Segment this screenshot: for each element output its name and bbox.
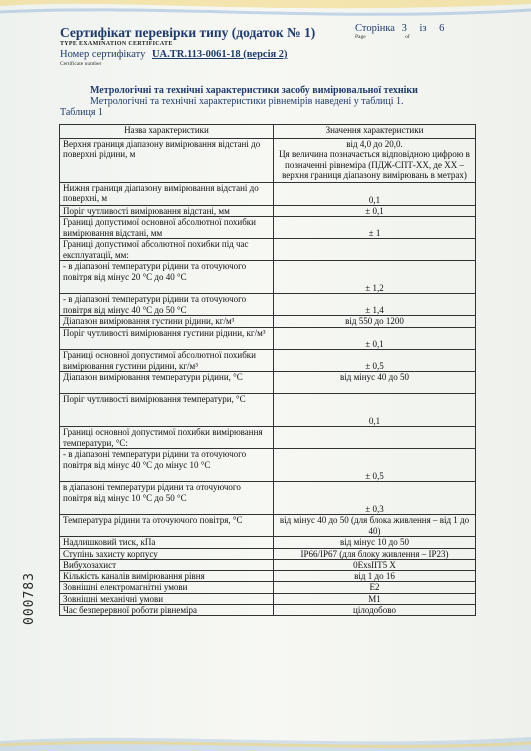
characteristic-value: ± 0,5 xyxy=(274,350,476,372)
of-label-en: of xyxy=(405,34,410,40)
characteristic-name: Діапазон вимірювання густини рідини, кг/м³ xyxy=(60,316,274,328)
table-header-row xyxy=(60,125,476,139)
characteristic-value: 0ExsIIT5 X xyxy=(274,559,476,570)
characteristic-name: Границі основної допустимої похибки вимірювання температури, °С: xyxy=(60,427,274,449)
characteristic-value: ± 1,2 xyxy=(274,261,476,294)
table-row xyxy=(60,183,476,206)
table-row xyxy=(60,328,476,350)
table-row xyxy=(60,206,476,217)
table-row xyxy=(60,605,476,616)
characteristic-name: Верхня границя діапазону вимірювання відстані до поверхні рідини, м xyxy=(60,139,274,183)
characteristic-value: від 1 до 16 xyxy=(274,571,476,582)
table-row xyxy=(60,515,476,537)
characteristic-value: IP66/IP67 (для блоку живлення – IP23) xyxy=(274,548,476,559)
table-row xyxy=(60,449,476,482)
characteristic-name: - в діапазоні температури рідини та оточуючого повітря від мінус 20 °С до 40 °С xyxy=(60,261,274,294)
characteristic-name: Нижня границя діапазону вимірювання відстані до поверхні, м xyxy=(60,183,274,206)
table-row xyxy=(60,316,476,328)
characteristic-name: Границі допустимої абсолютної похибки під час експлуатації, мм: xyxy=(60,239,274,261)
certificate-number-label: Номер сертифікату xyxy=(60,49,146,60)
table-row xyxy=(60,582,476,593)
characteristic-name: Час безперервної роботи рівнеміра xyxy=(60,605,274,616)
table-row xyxy=(60,394,476,427)
characteristic-name: - в діапазоні температури рідини та оточуючого повітря від мінус 40 °С до 50 °С xyxy=(60,294,274,316)
characteristic-name: Ступінь захисту корпусу xyxy=(60,548,274,559)
table-row xyxy=(60,139,476,183)
page-indicator-en xyxy=(355,34,495,40)
characteristic-value: від мінус 40 до 50 xyxy=(274,372,476,394)
table-row xyxy=(60,217,476,239)
table-row xyxy=(60,372,476,394)
characteristic-value: ± 0,5 xyxy=(274,449,476,482)
table-row xyxy=(60,294,476,316)
characteristic-name: Зовнішні механічні умови xyxy=(60,593,274,604)
characteristic-value: E2 xyxy=(274,582,476,593)
characteristic-name: Надлишковий тиск, кПа xyxy=(60,537,274,548)
characteristic-value: 0,1 xyxy=(274,183,476,206)
characteristic-value: M1 xyxy=(274,593,476,604)
characteristic-name: Температура рідини та оточуючого повітря, °С xyxy=(60,515,274,537)
certificate-number-line xyxy=(60,49,500,61)
characteristic-name: Границі основної допустимої абсолютної похибки вимірювання густини рідини, кг/м³ xyxy=(60,350,274,372)
characteristic-value: ± 0,1 xyxy=(274,328,476,350)
page-number: 3 xyxy=(401,23,407,34)
characteristic-value: від 4,0 до 20,0. Ця величина позначається відповідною цифрою в позначенні рівнеміра (ПДЖ-СПТ-ХХ, де ХХ – верхня границя діапазону вимірювань в метрах) xyxy=(274,139,476,183)
table-label: Таблиця 1 xyxy=(60,107,103,118)
characteristic-name: в діапазоні температури рідини та оточуючого повітря від мінус 10 °С до 50 °С xyxy=(60,482,274,515)
table-row xyxy=(60,261,476,294)
of-label: із xyxy=(419,23,427,34)
page-label: Сторінка xyxy=(355,23,395,34)
table-row xyxy=(60,427,476,449)
table-row xyxy=(60,571,476,582)
serial-number: 000783 xyxy=(22,572,37,625)
characteristic-name: Зовнішні електромагнітні умови xyxy=(60,582,274,593)
section-heading: Метрологічні та технічні характеристики засобу вимірювальної техніки xyxy=(90,85,418,96)
characteristic-value: від 550 до 1200 xyxy=(274,316,476,328)
characteristic-value: цілодобово xyxy=(274,605,476,616)
table-row xyxy=(60,537,476,548)
page-total: 6 xyxy=(439,23,445,34)
characteristic-value: ± 1,4 xyxy=(274,294,476,316)
certificate-number: UA.TR.113-0061-18 (версія 2) xyxy=(151,49,288,60)
characteristic-value xyxy=(274,427,476,449)
characteristic-value: від мінус 10 до 50 xyxy=(274,537,476,548)
certificate-number-label-en: Certificate number xyxy=(60,61,102,67)
characteristic-name: Вибухозахист xyxy=(60,559,274,570)
characteristic-name: Поріг чутливості вимірювання відстані, мм xyxy=(60,206,274,217)
table-row xyxy=(60,482,476,515)
characteristic-value: ± 1 xyxy=(274,217,476,239)
characteristic-value xyxy=(274,239,476,261)
intro-block xyxy=(60,85,510,118)
table-row xyxy=(60,239,476,261)
table-row xyxy=(60,559,476,570)
characteristic-name: Поріг чутливості вимірювання температури, °С xyxy=(60,394,274,427)
characteristics-table xyxy=(59,124,476,616)
characteristic-name: Поріг чутливості вимірювання густини рідини, кг/м³ xyxy=(60,328,274,350)
characteristic-name: Границі допустимої основної абсолютної похибки вимірювання відстані, мм xyxy=(60,217,274,239)
certificate-title: Сертифікат перевірки типу (додаток № 1) xyxy=(60,25,316,40)
column-header-value: Значення характеристики xyxy=(274,125,476,139)
characteristic-value: від мінус 40 до 50 (для блока живлення – від 1 до 40) xyxy=(274,515,476,537)
column-header-name: Назва характеристики xyxy=(60,125,274,139)
characteristic-value: 0,1 xyxy=(274,394,476,427)
bottom-wave-decoration xyxy=(0,723,531,751)
characteristic-value: ± 0,1 xyxy=(274,206,476,217)
characteristic-name: Кількість каналів вимірювання рівня xyxy=(60,571,274,582)
characteristic-name: Діапазон вимірювання температури рідини, °С xyxy=(60,372,274,394)
intro-text: Метрологічні та технічні характеристики рівнемірів наведені у таблиці 1. xyxy=(90,96,404,107)
characteristic-value: ± 0,3 xyxy=(274,482,476,515)
table-row xyxy=(60,593,476,604)
page-label-en: Page xyxy=(355,34,366,40)
table-row xyxy=(60,350,476,372)
certificate-title-en: TYPE EXAMINATION CERTIFICATE xyxy=(60,41,173,47)
table-row xyxy=(60,548,476,559)
characteristic-name: - в діапазоні температури рідини та оточуючого повітря від мінус 40 °С до мінус 10 °С xyxy=(60,449,274,482)
